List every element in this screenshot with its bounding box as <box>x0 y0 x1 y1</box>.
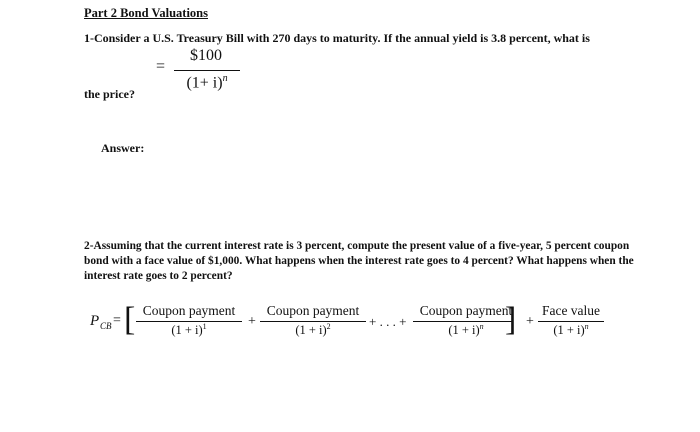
formula-2-term-1-denominator <box>136 322 242 338</box>
formula-2-term-2-exponent: 2 <box>326 322 331 331</box>
formula-2-ellipsis: + . . . + <box>369 314 407 329</box>
formula-2-lhs-symbol: P <box>90 313 100 329</box>
formula-2-term-4-exponent: n <box>584 322 589 331</box>
formula-2-term-4-den-base: (1 + i) <box>553 323 585 338</box>
formula-2-term-1-numerator: Coupon payment <box>142 303 236 318</box>
answer-label: Answer: <box>101 141 145 155</box>
formula-1-denominator-exponent: n <box>222 73 228 84</box>
formula-2-plus-2: + <box>526 314 534 329</box>
formula-2-lhs-subscript: CB <box>100 321 112 331</box>
formula-2-term-2-denominator <box>260 322 366 338</box>
formula-1-denominator-base: (1+ i) <box>186 74 223 92</box>
formula-2-term-3-exponent: n <box>479 322 484 331</box>
formula-1-fraction-bar <box>174 70 240 71</box>
formula-1-denominator <box>174 73 240 92</box>
question-1-text: 1-Consider a U.S. Treasury Bill with 270 days to maturity. If the annual yield is 3.8 percent, what is <box>84 31 590 45</box>
formula-2-term-1-exponent: 1 <box>202 322 207 331</box>
formula-1-equals: = <box>156 58 166 75</box>
question-1-continuation: the price? <box>84 87 135 101</box>
formula-2-bracket-close: ] <box>505 301 517 338</box>
formula-2-term-3-den-base: (1 + i) <box>448 323 480 338</box>
formula-2-term-4-numerator: Face value <box>541 303 601 318</box>
formula-2-term-3-denominator <box>413 322 519 338</box>
formula-2-term-2-numerator: Coupon payment <box>266 303 360 318</box>
formula-2-term-3-numerator: Coupon payment <box>419 303 513 318</box>
formula-2-term-2-den-base: (1 + i) <box>295 323 327 338</box>
formula-2-term-4-denominator <box>538 322 604 338</box>
formula-2-bracket-open: [ <box>124 301 136 338</box>
formula-2-term-1-den-base: (1 + i) <box>171 323 203 338</box>
section-heading: Part 2 Bond Valuations <box>84 6 208 20</box>
formula-2-equals: = <box>113 313 121 328</box>
question-2-text: 2-Assuming that the current interest rate is 3 percent, compute the present value of a five-year, 5 percent coupon bond with a face value of $1,000. What happens when the interest rate goes to 4 percent? What happens when the interest rate goes to 2 percent? <box>84 240 634 282</box>
formula-2-plus-1: + <box>248 314 256 329</box>
formula-1-numerator: $100 <box>190 47 222 64</box>
